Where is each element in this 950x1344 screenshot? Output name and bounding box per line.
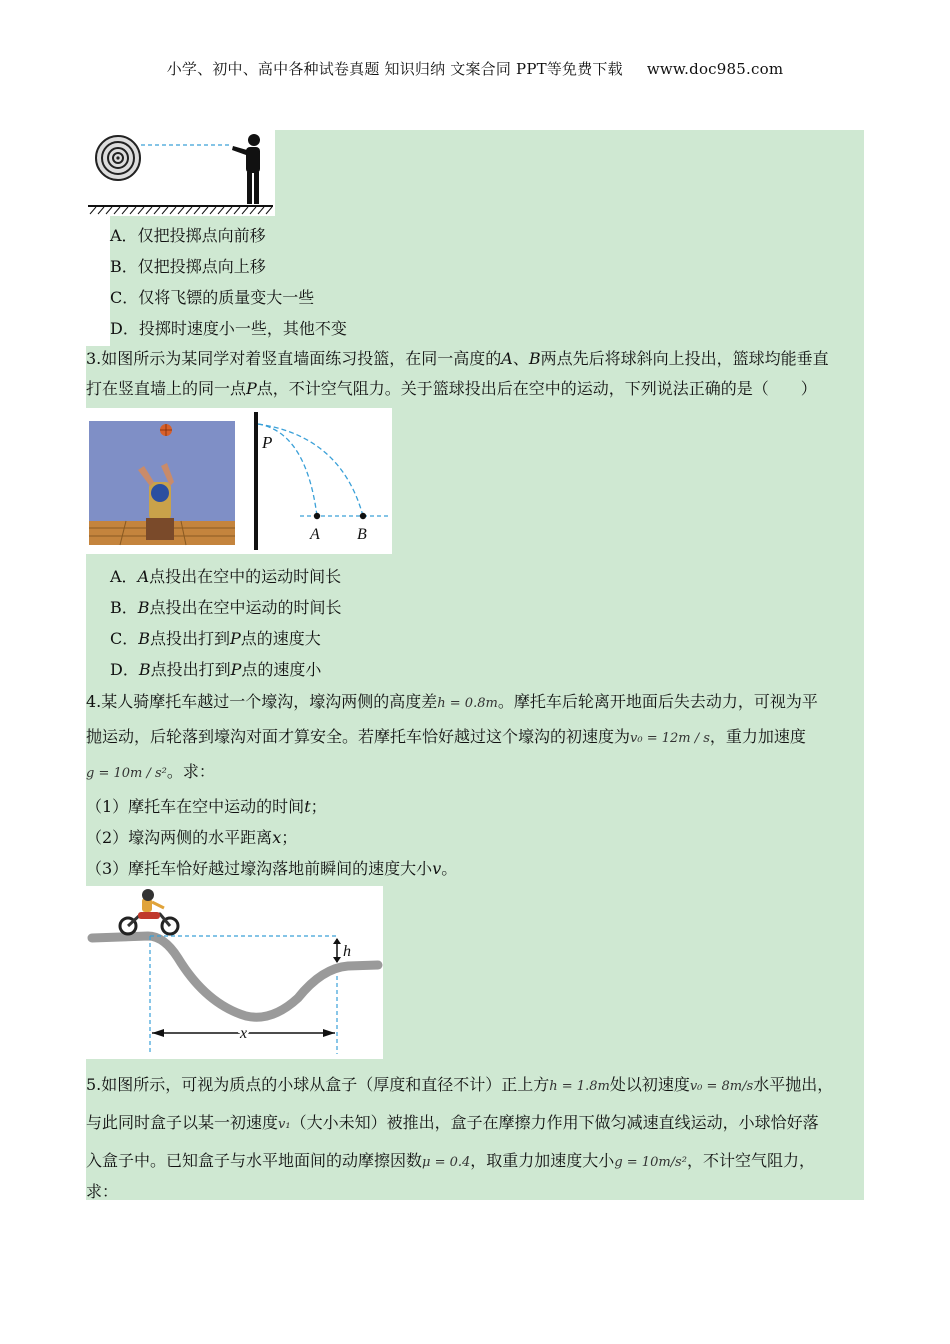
text-span: 3.如图所示为某同学对着竖直墙面练习投篮，在同一高度的	[86, 349, 502, 368]
text-span: 。摩托车后轮离开地面后失去动力，可视为平	[497, 692, 818, 711]
q2-option-c	[110, 288, 314, 308]
var-v: v	[432, 859, 442, 878]
formula-g: g = 10m / s²	[86, 766, 167, 781]
text-span: 4.某人骑摩托车越过一个壕沟，壕沟两侧的高度差	[86, 692, 438, 711]
dart-figure	[86, 130, 275, 216]
option-letter: B．	[110, 598, 138, 617]
label-x: x	[240, 1025, 248, 1042]
option-text: 点投出在空中运动的时间长	[149, 598, 342, 617]
text-span: （1）摩托车在空中运动的时间	[86, 797, 305, 816]
option-text: 投掷时速度小一些，其他不变	[138, 319, 347, 338]
option-text: 仅把投掷点向上移	[137, 257, 266, 276]
option-var: B	[138, 660, 151, 679]
q2-option-b	[110, 257, 266, 277]
highlight-block-top	[275, 130, 864, 216]
option-text: 点投出打到	[150, 660, 231, 679]
text-span: ；	[281, 828, 298, 847]
ditch-track	[92, 936, 378, 1017]
basketball-figure-svg	[86, 408, 392, 554]
text-span: 与此同时盒子以某一初速度	[86, 1113, 279, 1132]
option-letter: A．	[110, 567, 138, 586]
label-b: B	[357, 526, 367, 543]
q5-stem-line2	[86, 1113, 819, 1135]
text-span: 抛运动，后轮落到壕沟对面才算安全。若摩托车恰好越过这个壕沟的初速度为	[86, 727, 631, 746]
q4-stem-line1	[86, 692, 818, 714]
q3-option-b	[110, 598, 342, 618]
q2-option-d	[110, 319, 347, 339]
formula-g: g = 10m/s²	[614, 1155, 687, 1170]
header-url: www.doc985.com	[646, 60, 784, 78]
header-text: 小学、初中、高中各种试卷真题 知识归纳 文案合同 PPT等免费下载	[166, 60, 623, 78]
q5-stem-line1	[86, 1075, 833, 1097]
formula-mu: μ = 0.4	[422, 1155, 471, 1170]
text-span: 求：	[86, 1182, 119, 1201]
wall	[254, 412, 258, 550]
q4-stem-line2	[86, 727, 806, 749]
option-var: P	[230, 629, 241, 648]
dart-figure-svg	[86, 130, 275, 216]
text-span: （2）壕沟两侧的水平距离	[86, 828, 273, 847]
option-letter: D．	[110, 660, 139, 679]
formula-h: h = 1.8m	[549, 1079, 610, 1094]
text-span: 两点先后将球斜向上投出，篮球均能垂直	[540, 349, 829, 368]
motorcycle-icon	[120, 889, 178, 934]
option-text: 点的速度大	[240, 629, 321, 648]
text-span: 点，不计空气阻力。关于篮球投出后在空中的运动，下列说法正确的是（ ）	[256, 379, 817, 398]
label-a: A	[310, 526, 320, 543]
text-span: ，重力加速度	[709, 727, 806, 746]
option-letter: C．	[110, 629, 139, 648]
text-span: 5.如图所示，可视为质点的小球从盒子（厚度和直径不计）正上方	[86, 1075, 550, 1094]
q3-option-c	[110, 629, 321, 649]
text-span: ，不计空气阻力，	[686, 1151, 815, 1170]
q4-sub3	[86, 859, 457, 879]
label-h: h	[343, 943, 351, 960]
formula-v1: v₁	[278, 1117, 291, 1132]
option-text: 点投出打到	[150, 629, 231, 648]
q4-stem-line3	[86, 762, 215, 784]
text-span: 。求：	[166, 762, 215, 781]
var-b: B	[528, 349, 541, 368]
var-p: P	[246, 379, 257, 398]
text-span: 打在竖直墙上的同一点	[86, 379, 247, 398]
q4-sub2	[86, 828, 297, 848]
var-x: x	[272, 828, 282, 847]
point-a	[314, 513, 320, 519]
text-span: ，取重力加速度大小	[470, 1151, 615, 1170]
q5-stem-line4	[86, 1182, 118, 1202]
text-span: （大小未知）被推出，盒子在摩擦力作用下做匀减速直线运动，小球恰好落	[290, 1113, 819, 1132]
option-letter: B．	[110, 257, 138, 276]
option-var: B	[137, 598, 150, 617]
option-text: 仅把投掷点向前移	[137, 226, 266, 245]
option-text: 点的速度小	[241, 660, 322, 679]
text-span: 、	[512, 349, 529, 368]
thrower-figure	[232, 134, 260, 204]
q3-option-d	[110, 660, 321, 680]
q3-stem-line2	[86, 379, 817, 399]
option-letter: A．	[110, 226, 138, 245]
formula-v0: v₀ = 8m/s	[689, 1079, 754, 1094]
q3-stem-line1	[86, 349, 829, 369]
var-t: t	[304, 797, 311, 816]
option-var: A	[137, 567, 150, 586]
q4-sub1	[86, 797, 327, 817]
page-header	[0, 58, 950, 79]
text-span: 。	[441, 859, 458, 878]
option-letter: D．	[110, 319, 139, 338]
q2-option-a	[110, 226, 266, 246]
formula-h: h = 0.8m	[437, 696, 498, 711]
basketball-figure	[86, 408, 392, 554]
text-span: 处以初速度	[609, 1075, 690, 1094]
option-var: B	[138, 629, 151, 648]
text-span: 入盒子中。已知盒子与水平地面间的动摩擦因数	[86, 1151, 423, 1170]
option-text: 仅将飞镖的质量变大一些	[138, 288, 315, 307]
text-span: 水平抛出，	[753, 1075, 834, 1094]
q5-stem-line3	[86, 1151, 815, 1173]
var-a: A	[501, 349, 513, 368]
motorcycle-figure	[86, 886, 383, 1059]
text-span: （3）摩托车恰好越过壕沟落地前瞬间的速度大小	[86, 859, 433, 878]
dartboard	[96, 136, 140, 180]
text-span: ；	[310, 797, 327, 816]
label-p: P	[262, 433, 273, 452]
basketball-photo	[89, 421, 235, 545]
q3-option-a	[110, 567, 341, 587]
motorcycle-figure-svg	[86, 886, 383, 1059]
option-letter: C．	[110, 288, 139, 307]
point-b	[360, 513, 366, 519]
formula-v0: v₀ = 12m / s	[630, 731, 710, 746]
option-var: P	[230, 660, 242, 679]
option-text: 点投出在空中的运动时间长	[149, 567, 342, 586]
